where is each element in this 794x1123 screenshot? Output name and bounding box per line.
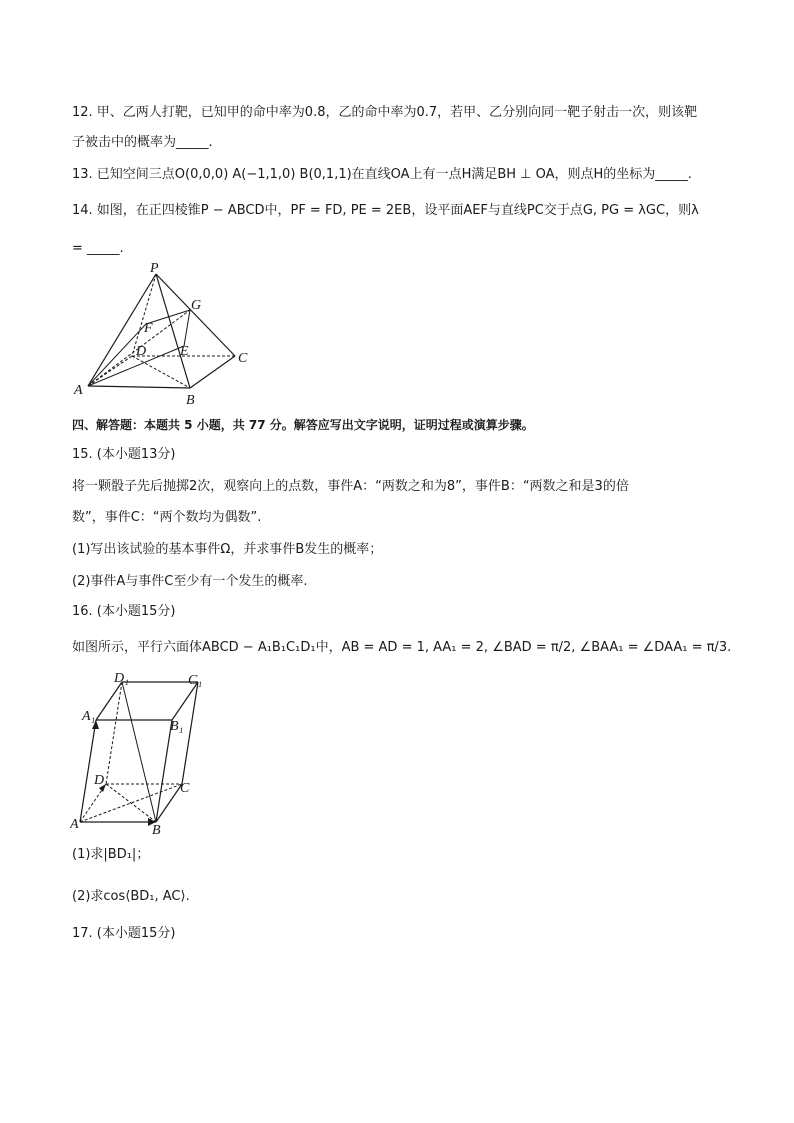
q16-part1: (1)求|BD₁|； (72, 847, 150, 862)
pyramid-diagram (70, 262, 260, 408)
label-C1: C₁ (188, 673, 203, 688)
label-B1: B₁ (170, 719, 184, 734)
parallelepiped-figure (70, 668, 220, 836)
label-D: D (136, 344, 147, 359)
q15-part1: (1)写出该试验的基本事件Ω，并求事件B发生的概率； (72, 542, 383, 557)
q16-line1: 如图所示，平行六面体ABCD − A₁B₁C₁D₁中，AB = AD = 1, AA₁ = 2, ∠BAD = π/2, ∠BAA₁ = ∠DAA₁ = π/3. (72, 640, 732, 655)
q15-line2: 数”，事件C：“两个数均为偶数”. (72, 510, 262, 525)
q15-line1: 将一颗骰子先后抛掷2次，观察向上的点数，事件A：“两数之和为8”，事件B：“两数之和是3的倍 (72, 479, 629, 494)
label-F: F (144, 321, 153, 336)
label-E: E (180, 344, 189, 359)
label-C-box: C (180, 781, 190, 796)
label-D1: D₁ (114, 671, 129, 686)
q16-title: 16. (本小题15分) (72, 604, 176, 619)
q15-part2: (2)事件A与事件C至少有一个发生的概率. (72, 574, 308, 589)
q14-line2: = _____. (72, 241, 124, 256)
label-A-box: A (70, 817, 79, 832)
label-G: G (191, 298, 202, 313)
label-P: P (150, 262, 159, 276)
q16-part2: (2)求cos⟨BD₁, AC⟩. (72, 889, 190, 904)
section4-heading: 四、解答题：本题共 5 小题，共 77 分。解答应写出文字说明，证明过程或演算步骤。 (72, 418, 534, 432)
q12-line2: 子被击中的概率为_____. (72, 135, 213, 150)
label-B: B (186, 393, 195, 408)
q12-line1: 12. 甲、乙两人打靶，已知甲的命中率为0.8，乙的命中率为0.7，若甲、乙分别向同一靶子射击一次，则该靶 (72, 105, 698, 120)
label-A1: A₁ (82, 709, 96, 724)
pyramid-figure (70, 262, 260, 408)
q14-line1: 14. 如图，在正四棱锥P − ABCD中，PF = FD, PE = 2EB，设平面AEF与直线PC交于点G, PG = λGC，则λ (72, 203, 699, 218)
label-B-box: B (152, 823, 161, 836)
label-A: A (74, 383, 83, 398)
label-C: C (238, 351, 248, 366)
q17-title: 17. (本小题15分) (72, 926, 176, 941)
label-D-box: D (94, 773, 105, 788)
parallelepiped-diagram (70, 668, 220, 836)
q13-line1: 13. 已知空间三点O(0,0,0) A(−1,1,0) B(0,1,1)在直线OA上有一点H满足BH ⊥ OA，则点H的坐标为_____. (72, 167, 692, 182)
q15-title: 15. (本小题13分) (72, 447, 176, 462)
